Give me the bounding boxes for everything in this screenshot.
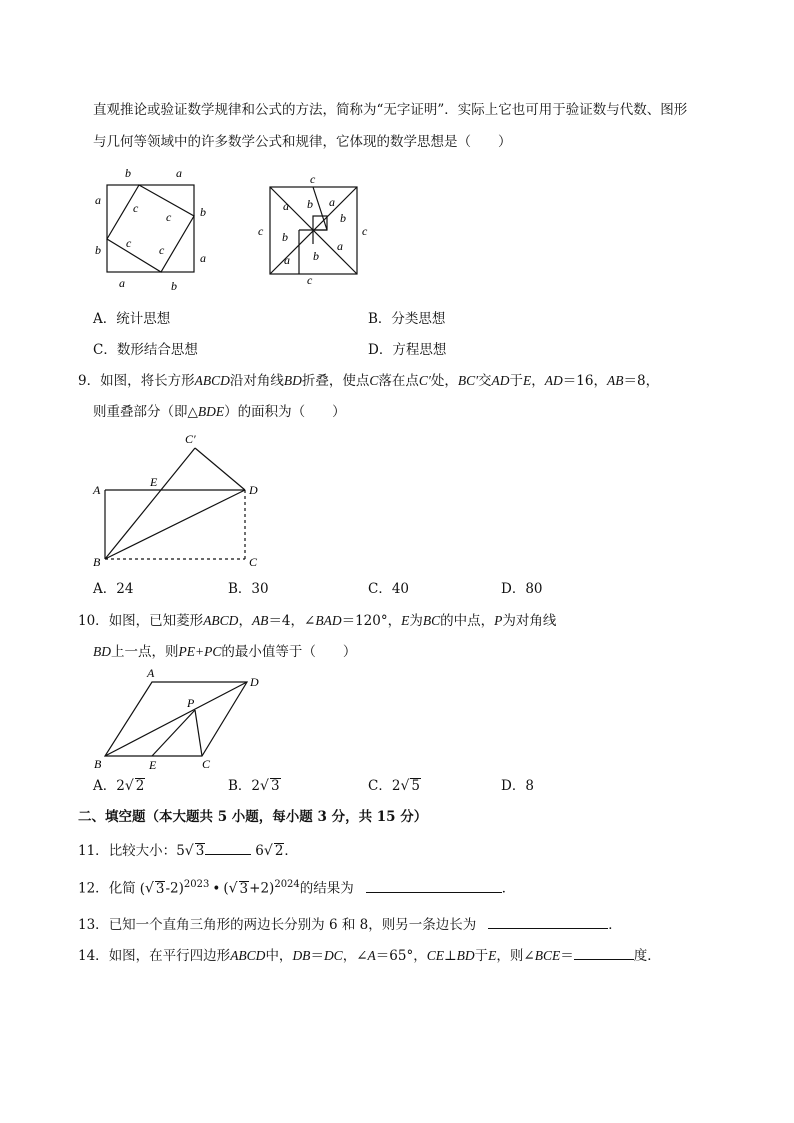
q9-text: ＝8，: [623, 373, 660, 389]
q14-text: ＝: [310, 948, 324, 964]
sqrt-symbol-icon: √: [260, 778, 269, 794]
q12-exp1: 2023: [183, 879, 210, 890]
q10-line2: [93, 643, 356, 661]
q10-option-b-label: B．: [228, 778, 252, 794]
q14-math: E: [488, 948, 497, 963]
q11: [78, 840, 298, 860]
sqrt-symbol-icon: √: [263, 843, 273, 859]
q10-label-C: C: [202, 757, 211, 771]
q8-figure-1: [85, 162, 220, 297]
fig1-label-c2: c: [166, 210, 172, 224]
q9-math: C′: [418, 373, 431, 388]
q10-line1: [78, 612, 556, 630]
q9-text: 则重叠部分（即△: [93, 404, 198, 420]
q11-answer-blank[interactable]: [205, 840, 251, 855]
q10-math: PE+PC: [178, 644, 222, 659]
q10-text: ＝120°，: [341, 613, 402, 629]
q12-radicand2: 3: [239, 880, 249, 897]
q10-math: ABCD: [203, 613, 239, 628]
q8-option-b[interactable]: B．分类思想: [368, 311, 446, 327]
q13: [78, 914, 622, 934]
q14-math: CE: [426, 948, 444, 963]
fig2-label-c-left: c: [258, 224, 264, 238]
fig2-label-b1: b: [307, 197, 313, 211]
section2-title: 二、填空题（本大题共 5 小题，每小题 3 分，共 15 分）: [78, 809, 428, 825]
q9-math: BC′: [457, 373, 479, 388]
q10-text: 的最小值等于（ ）: [221, 644, 357, 660]
q12-tail: 的结果为: [299, 880, 354, 897]
q10-option-a[interactable]: [93, 777, 145, 795]
q10-option-c-coef: 2: [391, 778, 401, 794]
q9-math: BD: [283, 373, 302, 388]
q14-number: 14．: [78, 948, 109, 964]
fig2-label-c-top: c: [310, 172, 316, 186]
fig2-label-c-bottom: c: [307, 273, 313, 287]
fig1-label-b-top: b: [125, 166, 131, 180]
q9-label-A: A: [93, 483, 101, 497]
q10-option-b[interactable]: [228, 777, 281, 795]
q12-minus: -2: [165, 880, 179, 897]
fig2-label-a3: a: [337, 239, 343, 253]
q12-paren-close-2: ): [269, 880, 275, 897]
q9-math: ABCD: [194, 373, 230, 388]
q9-text: ，: [531, 373, 545, 389]
q9-text: 如图，将长方形: [100, 373, 195, 389]
q14-text: ，∠: [342, 948, 368, 964]
q14-math: BCE: [534, 948, 561, 963]
fig1-label-a-left: a: [95, 193, 101, 207]
sqrt-symbol-icon: √: [400, 778, 410, 794]
q10-option-c-radicand: 5: [411, 778, 420, 794]
fig1-label-a-right: a: [200, 251, 206, 265]
q12-paren-open: (: [139, 880, 145, 897]
fig1-label-c4: c: [159, 243, 165, 257]
q9-option-a[interactable]: A．24: [93, 581, 134, 597]
q9-text: 交: [478, 373, 492, 389]
q10-option-a-coef: 2: [116, 778, 125, 794]
q14-text: 度．: [633, 948, 661, 964]
q10-label-P: P: [187, 696, 195, 710]
fig2-label-a1: a: [283, 199, 289, 213]
q10-text: ，: [238, 613, 252, 629]
fig1-label-a-bottom: a: [119, 276, 125, 290]
q8-option-c[interactable]: C．数形结合思想: [93, 342, 198, 358]
q9-text: 处，: [430, 373, 458, 389]
q10-math: BD: [93, 644, 111, 659]
q9-option-c[interactable]: C．40: [368, 581, 410, 597]
q14-text: 中，: [265, 948, 293, 964]
q13-end: ．: [608, 917, 622, 933]
q8-line2: 与几何等领域中的许多数学公式和规律，它体现的数学思想是（ ）: [93, 134, 512, 150]
q9-label-B: B: [93, 555, 101, 569]
q9-text: 折叠，使点: [301, 373, 370, 389]
q10-math: E: [401, 613, 410, 628]
q11-coef2: 6: [255, 843, 264, 859]
q9-label-D: D: [249, 483, 258, 497]
q10-label-B: B: [94, 757, 102, 771]
fig1-label-c3: c: [126, 236, 132, 250]
q10-option-b-radicand: 3: [270, 778, 280, 794]
q11-radicand2: 2: [274, 843, 284, 859]
q10-math: BC: [422, 613, 441, 628]
fig1-label-b-bottom: b: [171, 279, 177, 293]
q10-number: 10．: [78, 613, 109, 629]
q10-text: 如图，已知菱形: [108, 613, 204, 629]
q10-option-b-coef: 2: [251, 778, 261, 794]
q8-option-d[interactable]: D．方程思想: [368, 342, 447, 358]
q13-text: 已知一个直角三角形的两边长分别为 6 和 8，则另一条边长为: [108, 917, 477, 933]
fig2-label-b3: b: [282, 230, 288, 244]
q10-option-c[interactable]: [368, 777, 421, 795]
q14-math: BD: [456, 948, 475, 963]
q9-math: AD: [491, 373, 510, 388]
q14-text: 于: [474, 948, 489, 964]
q10-text: ＝4，∠: [268, 613, 316, 629]
q13-answer-blank[interactable]: [488, 914, 608, 929]
q10-math: P: [494, 613, 503, 628]
q9-label-Cprime: C′: [185, 432, 196, 446]
fig1-label-a-top: a: [176, 166, 182, 180]
q10-text: 为对角线: [502, 613, 557, 629]
fig2-label-a4: a: [284, 253, 290, 267]
q9-text: ＝16，: [562, 373, 607, 389]
fig2-label-b4: b: [313, 249, 319, 263]
q11-coef1: 5: [176, 843, 185, 859]
q12: [78, 876, 515, 898]
q13-number: 13．: [78, 917, 109, 933]
q12-radicand1: 3: [155, 880, 165, 897]
q9-text: 沿对角线: [229, 373, 284, 389]
q12-dot: •: [212, 880, 221, 897]
q10-label-D: D: [250, 675, 259, 689]
q9-number: 9．: [78, 373, 101, 389]
fig2-label-c-right: c: [362, 224, 368, 238]
q12-number: 12．: [78, 880, 109, 897]
q12-paren-close: ): [178, 880, 184, 897]
q9-text: 于: [509, 373, 524, 389]
q14-answer-blank[interactable]: [574, 945, 634, 960]
q9-math: BDE: [197, 404, 225, 419]
q10-text: 上一点，则: [111, 644, 179, 660]
q10-option-a-radicand: 2: [135, 778, 145, 794]
fig2-label-a2: a: [329, 195, 335, 209]
q14-math: A: [367, 948, 376, 963]
q14-math: DB: [292, 948, 311, 963]
q10-label-E: E: [149, 758, 157, 772]
q11-number: 11．: [78, 843, 109, 859]
sqrt-symbol-icon: √: [184, 843, 194, 859]
q12-text: 化简: [108, 880, 136, 897]
fig1-label-b-left: b: [95, 243, 101, 257]
sqrt-symbol-icon: √: [228, 880, 238, 897]
q10-text: 的中点，: [440, 613, 495, 629]
sqrt-symbol-icon: √: [144, 880, 154, 897]
q8-option-a[interactable]: A．统计思想: [93, 311, 171, 327]
q14-math: ABCD: [230, 948, 266, 963]
q14-text: ，则∠: [496, 948, 535, 964]
q12-paren-open-2: (: [223, 880, 229, 897]
q11-end: ．: [284, 843, 298, 859]
fig2-label-b2: b: [340, 211, 346, 225]
q9-text: 落在点: [378, 373, 419, 389]
q9-figure: [85, 428, 275, 573]
sqrt-symbol-icon: √: [124, 778, 134, 794]
q10-figure: [85, 664, 275, 774]
q9-math: E: [523, 373, 532, 388]
q8-line1: 直观推论或验证数学规律和公式的方法，简称为“无字证明”．实际上它也可用于验证数与代数、图形: [93, 102, 688, 118]
q14-text: ＝: [560, 948, 574, 964]
q10-label-A: A: [147, 666, 155, 680]
q14: [78, 945, 661, 965]
q9-text: ）的面积为（ ）: [224, 404, 346, 420]
q14-text: ⊥: [443, 948, 457, 964]
q12-exp2: 2024: [274, 879, 300, 890]
q10-text: 为: [409, 613, 423, 629]
q10-math: BAD: [315, 613, 342, 628]
q10-option-a-label: A．: [93, 778, 117, 794]
q10-option-c-label: C．: [368, 778, 392, 794]
q12-answer-blank[interactable]: [366, 878, 502, 893]
q14-text: 如图，在平行四边形: [108, 948, 231, 964]
q12-end: ．: [501, 880, 516, 897]
q10-math: AB: [251, 613, 269, 628]
q9-label-C: C: [249, 555, 258, 569]
q14-math: DC: [323, 948, 343, 963]
q12-plus: +2: [249, 880, 270, 897]
q9-label-E: E: [150, 475, 158, 489]
q9-math: AB: [606, 373, 624, 388]
q11-text: 比较大小：: [108, 843, 177, 859]
fig1-label-b-right: b: [200, 205, 206, 219]
fig1-label-c1: c: [133, 201, 139, 215]
q10-option-d[interactable]: D．8: [501, 778, 534, 794]
q9-math: AD: [544, 373, 563, 388]
q9-line2: [93, 403, 346, 421]
q8-figure-2: [255, 170, 375, 290]
q11-radicand1: 3: [195, 843, 205, 859]
q9-option-d[interactable]: D．80: [501, 581, 543, 597]
q9-line1: [78, 372, 659, 390]
q9-option-b[interactable]: B．30: [228, 581, 269, 597]
q14-text: ＝65°，: [375, 948, 427, 964]
q9-math: C: [369, 373, 379, 388]
